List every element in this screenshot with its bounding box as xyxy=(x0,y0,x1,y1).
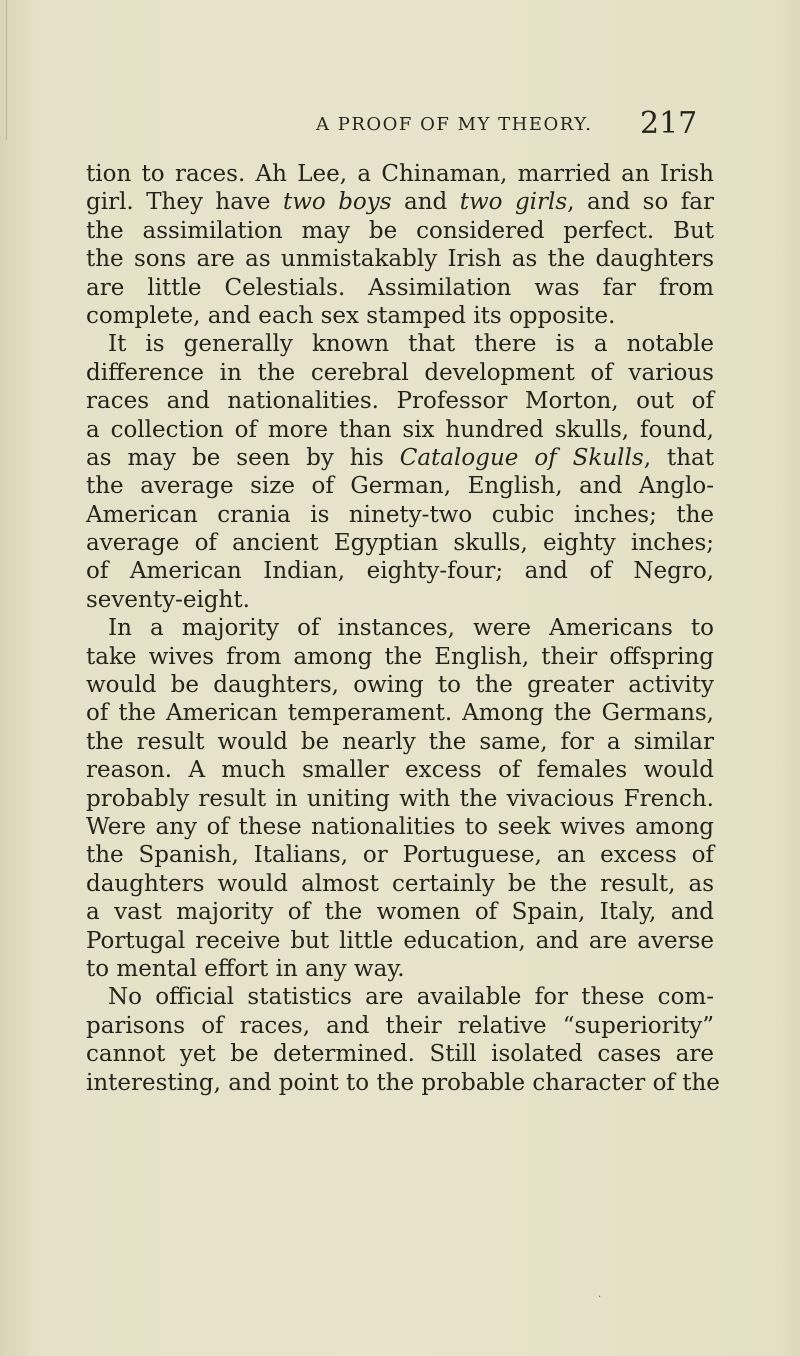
running-head xyxy=(0,108,800,144)
text-line: the Spanish, Italians, or Portuguese, an excess of xyxy=(86,842,714,869)
text-line: tion to races. Ah Lee, a Chinaman, married an Irish xyxy=(86,161,714,187)
text-line: No official statistics are available for these com- xyxy=(108,984,714,1011)
text-line: a vast majority of the women of Spain, Italy, and xyxy=(86,899,714,926)
text-line: reason. A much smaller excess of females would xyxy=(86,757,714,784)
page-number: 217 xyxy=(640,106,698,141)
text-line: average of ancient Egyptian skulls, eighty inches; xyxy=(86,530,714,557)
text-line: are little Celestials. Assimilation was far from xyxy=(86,274,714,301)
body-text xyxy=(86,160,720,1097)
running-title: A PROOF OF MY THEORY. xyxy=(316,114,593,135)
text-line: complete, and each sex stamped its opposite. xyxy=(86,302,616,329)
text-line: Were any of these nationalities to seek wives among xyxy=(86,813,714,840)
text-line: It is generally known that there is a notable xyxy=(108,331,714,358)
text-line: girl. They have two boys and two girls, and so far xyxy=(86,189,714,216)
text-line: would be daughters, owing to the greater activity xyxy=(86,672,714,699)
paragraph xyxy=(86,330,714,614)
text-line: interesting, and point to the probable character of the xyxy=(86,1069,720,1096)
paper-speck: · xyxy=(598,1292,602,1303)
text-line: take wives from among the English, their offspring xyxy=(86,643,714,670)
paragraph xyxy=(86,160,714,330)
text-line: daughters would almost certainly be the result, as xyxy=(86,870,714,897)
text-line: the result would be nearly the same, for a similar xyxy=(86,728,714,755)
text-line: a collection of more than six hundred skulls, found, xyxy=(86,416,714,443)
text-line: the assimilation may be considered perfect. But xyxy=(86,217,714,244)
text-line: probably result in uniting with the vivacious French. xyxy=(86,785,714,812)
text-line: difference in the cerebral development of various xyxy=(86,359,714,386)
text-line: cannot yet be determined. Still isolated cases are xyxy=(86,1041,714,1068)
text-line: In a majority of instances, were Americans to xyxy=(108,615,714,642)
text-line: of American Indian, eighty-four; and of Negro, xyxy=(86,558,714,585)
text-line: races and nationalities. Professor Morton, out of xyxy=(86,388,714,415)
text-line: the sons are as unmistakably Irish as the daughters xyxy=(86,246,714,273)
text-line: as may be seen by his Catalogue of Skulls, that xyxy=(86,444,714,471)
text-line: of the American temperament. Among the Germans, xyxy=(86,700,714,727)
text-line: the average size of German, English, and Anglo- xyxy=(86,473,714,500)
text-line: to mental effort in any way. xyxy=(86,955,405,982)
text-line: American crania is ninety-two cubic inches; the xyxy=(86,501,714,528)
text-line: parisons of races, and their relative “superiority” xyxy=(86,1012,714,1039)
text-line: Portugal receive but little education, and are averse xyxy=(86,927,714,954)
text-line: seventy-eight. xyxy=(86,586,250,613)
paragraph xyxy=(86,983,720,1097)
paragraph xyxy=(86,614,714,983)
